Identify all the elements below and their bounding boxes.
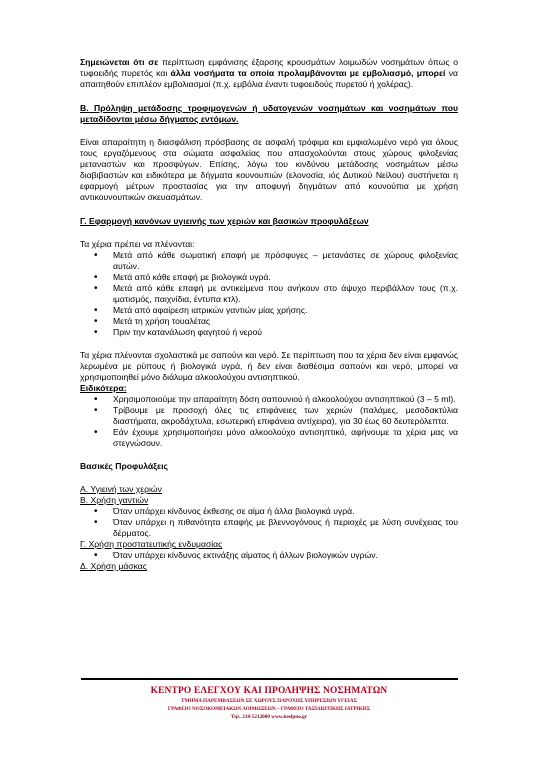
footer-contact: Τηλ. 210-5212000 www.keelpno.gr bbox=[231, 714, 307, 720]
footer-dept-2: ΓΡΑΦΕΙΟ ΝΟΣΟΚΟΜΕΙΑΚΩΝ ΛΟΙΜΩΞΕΩΝ – ΓΡΑΦΕΙΟ ΤΑΞΙΔΙΩΤΙΚΗΣ ΙΑΤΡΙΚΗΣ bbox=[167, 706, 371, 712]
list-item: • Τρίβουμε με προσοχή όλες τις επιφάνειες των χεριών (παλάμες, μεσοδακτύλια διαστήματα, ακροδάχτυλα, εσωτερική επιφάνεια αντίχειρα), για 30 έως 60 δευτερόλεπτα. bbox=[80, 405, 458, 427]
footer-divider bbox=[81, 678, 458, 680]
footer-dept-1: ΤΜΗΜΑ ΠΑΡΕΜΒΑΣΕΩΝ ΣΕ ΧΩΡΟΥΣ ΠΑΡΟΧΗΣ ΥΠΗΡΕΣΙΩΝ ΥΓΕΙΑΣ bbox=[181, 698, 357, 704]
document-body bbox=[80, 57, 458, 572]
precaution-d: Δ. Χρήση μάσκας bbox=[80, 561, 147, 571]
precaution-b: Β. Χρήση γαντιών bbox=[80, 495, 149, 505]
gloves-list bbox=[80, 506, 458, 539]
section-c-heading: Γ. Εφαρμογή κανόνων υγιεινής των χεριών και βασικών προφυλάξεων bbox=[80, 216, 369, 226]
precaution-a: Α. Υγιεινή των χεριών bbox=[80, 484, 162, 494]
intro-text-1: περίπτωση εμφάνισης έξαρσης κρουσμάτων λοιμωδών νοσημάτων όπως ο τυφοειδής πυρετός και bbox=[80, 57, 458, 78]
wash-text: Τα χέρια πλένονται σχολαστικά με σαπούνι και νερό. Σε περίπτωση που τα χέρια δεν είναι εμφανώς λερωμένα με ρύπους ή βιολογικά υγρά, ή δεν είναι διαθέσιμα σαπούνι και νερό, μπορεί να χρησιμοποιηθεί μόνο διάλυμα αλκοολούχου αντισηπτικού. bbox=[80, 350, 458, 382]
intro-paragraph bbox=[80, 57, 458, 90]
intro-text-2: να απαιτηθούν επιπλέον εμβολιασμοί (π.χ. εμβόλια έναντι τυφοειδούς πυρετού ή χολέρας). bbox=[80, 68, 458, 89]
wash-when-list bbox=[80, 250, 458, 338]
list-item: • Μετά τη χρήση τουαλέτας bbox=[80, 316, 458, 327]
section-b-heading: Β. Πρόληψη μετάδοσης τροφιμογενών ή υδατογενών νοσημάτων και νοσημάτων που μεταδίδονται μέσω δήγματος εντόμων. bbox=[80, 103, 458, 124]
precautions-heading: Βασικές Προφυλάξεις bbox=[80, 461, 168, 471]
list-item: • Εάν έχουμε χρησιμοποιήσει μόνο αλκοολούχο αντισηπτικό, αφήνουμε τα χέρια μας να στεγνώσουν. bbox=[80, 427, 458, 449]
intro-bold-2: άλλα νοσήματα τα οποία προλαμβάνονται με εμβολιασμό, μπορεί bbox=[170, 68, 446, 78]
footer-org: ΚΕΝΤΡΟ ΕΛΕΓΧΟΥ ΚΑΙ ΠΡΟΛΗΨΗΣ ΝΟΣΗΜΑΤΩΝ bbox=[150, 686, 388, 696]
list-item: • Όταν υπάρχει η πιθανότητα επαφής με βλεννογόνους ή περιοχές με λύση συνέχειας του δέρματος. bbox=[80, 517, 458, 539]
section-b-text: Είναι απαραίτητη η διασφάλιση πρόσβασης σε ασφαλή τρόφιμα και εμφιαλωμένο νερό για όλους τους εργαζόμενους στα σώματα ασφαλείας που απασχολούνται στους χώρους φιλοξενίας μεταναστών και προσφύγων. Επίσης, λόγω του κινδύνου μετάδοσης νοσημάτων μέσω διαβιβαστών και ειδικότερα με δήγματα κουνουπιών (ελονοσία, ιός Δυτικού Νείλου) συστήνεται η εφαρμογή μέτρων προστασίας για την αποφυγή δηγμάτων από κουνούπια με χρήση αντικουνουπικών σκευασμάτων. bbox=[80, 137, 458, 202]
list-item: • Χρησιμοποιούμε την απαραίτητη δόση σαπουνιού ή αλκοολούχου αντισηπτικού (3 – 5 ml). bbox=[80, 394, 458, 405]
specific-list bbox=[80, 394, 458, 449]
precaution-c: Γ. Χρήση προστατευτικής ενδυμασίας bbox=[80, 539, 223, 549]
list-item: • Μετά από κάθε επαφή με βιολογικά υγρά. bbox=[80, 272, 458, 283]
intro-bold-1: Σημειώνεται ότι σε bbox=[80, 57, 159, 67]
list-item: • Μετά από αφαίρεση ιατρικών γαντιών μίας χρήσης. bbox=[80, 305, 458, 316]
list-item: • Όταν υπάρχει κίνδυνος εκτινάξης αίματος ή άλλων βιολογικών υγρών. bbox=[80, 550, 458, 561]
footer bbox=[80, 686, 458, 721]
clothing-list bbox=[80, 550, 458, 561]
list-item: • Πριν την κατανάλωση φαγητού ή νερού bbox=[80, 327, 458, 338]
list-item: • Όταν υπάρχει κίνδυνος έκθεσης σε αίμα ή άλλα βιολογικά υγρά. bbox=[80, 506, 458, 517]
list-item: • Μετά από κάθε επαφή με αντικείμενα που ανήκουν στο άψυχο περιβάλλον τους (π.χ. ιματισμός, παιχνίδια, έντυπα κτλ). bbox=[80, 283, 458, 305]
specifically-label: Ειδικότερα: bbox=[80, 383, 127, 393]
list-item: • Μετά από κάθε σωματική επαφή με πρόσφυγες – μετανάστες σε χώρους φιλοξενίας αυτών. bbox=[80, 250, 458, 272]
section-c-lead: Τα χέρια πρέπει να πλένονται: bbox=[80, 239, 195, 249]
